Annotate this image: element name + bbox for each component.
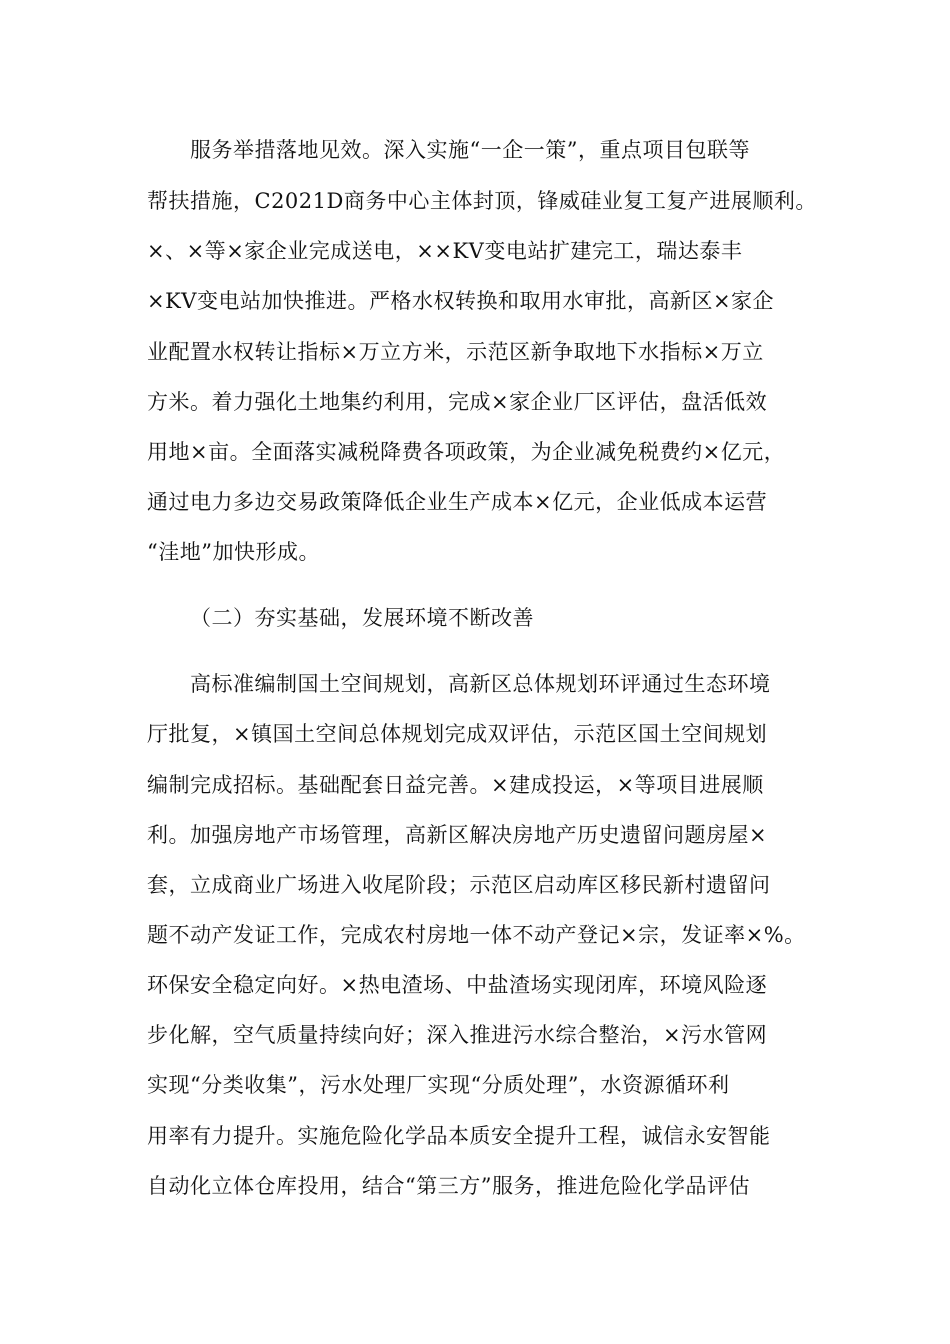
paragraph-line: 用地×亩。全面落实减税降费各项政策，为企业减免税费约×亿元， [147, 440, 786, 464]
paragraph-line: 高标准编制国土空间规划，高新区总体规划环评通过生态环境 [190, 672, 771, 696]
paragraph-line: 套，立成商业广场进入收尾阶段；示范区启动库区移民新村遗留问 [147, 873, 771, 897]
paragraph-line: 步化解，空气质量持续向好；深入推进污水综合整治，×污水管网 [147, 1023, 768, 1047]
section-heading: （二）夯实基础，发展环境不断改善 [190, 606, 534, 630]
paragraph-line: 实现“分类收集”，污水处理厂实现“分质处理”，水资源循环利 [147, 1073, 730, 1097]
paragraph-line: 业配置水权转让指标×万立方米，示范区新争取地下水指标×万立 [147, 340, 764, 364]
paragraph-line: ×KV变电站加快推进。严格水权转换和取用水审批，高新区×家企 [147, 289, 775, 313]
paragraph-line: 题不动产发证工作，完成农村房地一体不动产登记×宗，发证率×%。 [147, 923, 806, 947]
paragraph-line: 服务举措落地见效。深入实施“一企一策”，重点项目包联等 [190, 138, 750, 162]
paragraph-line: 自动化立体仓库投用，结合“第三方”服务，推进危险化学品评估 [147, 1174, 750, 1198]
paragraph-line: 环保安全稳定向好。×热电渣场、中盐渣场实现闭库，环境风险逐 [147, 973, 768, 997]
paragraph-line: 厅批复，×镇国土空间总体规划完成双评估，示范区国土空间规划 [147, 722, 768, 746]
paragraph-line: 帮扶措施，C2021D商务中心主体封顶，锋威硅业复工复产进展顺利。 [147, 189, 817, 213]
paragraph-line: 用率有力提升。实施危险化学品本质安全提升工程，诚信永安智能 [147, 1124, 771, 1148]
paragraph-line: 通过电力多边交易政策降低企业生产成本×亿元，企业低成本运营 [147, 490, 768, 514]
paragraph-line: 编制完成招标。基础配套日益完善。×建成投运，×等项目进展顺 [147, 773, 764, 797]
paragraph-line: 利。加强房地产市场管理，高新区解决房地产历史遗留问题房屋× [147, 823, 768, 847]
paragraph-line: ×、×等×家企业完成送电，××KV变电站扩建完工，瑞达泰丰 [147, 239, 743, 263]
paragraph-line: “洼地”加快形成。 [147, 540, 320, 564]
paragraph-line: 方米。着力强化土地集约利用，完成×家企业厂区评估，盘活低效 [147, 390, 768, 414]
